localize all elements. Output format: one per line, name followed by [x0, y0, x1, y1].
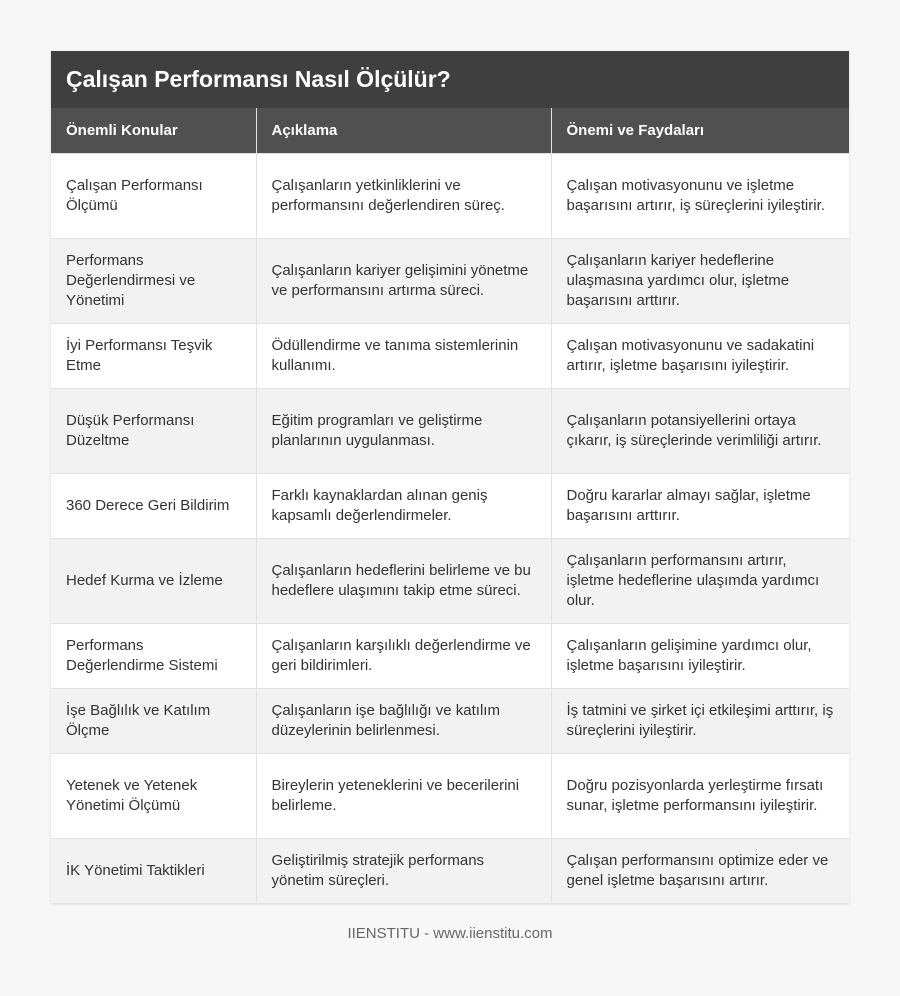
cell-benefit: Çalışanların gelişimine yardımcı olur, işletme başarısını iyileştirir.: [551, 623, 849, 688]
cell-benefit: Çalışanların performansını artırır, işletme hedeflerine ulaşımda yardımcı olur.: [551, 538, 849, 623]
table-row: [51, 153, 849, 238]
table-row: [51, 388, 849, 473]
table-row: [51, 238, 849, 323]
cell-topic: Hedef Kurma ve İzleme: [51, 538, 256, 623]
cell-description: Çalışanların karşılıklı değerlendirme ve geri bildirimleri.: [256, 623, 551, 688]
cell-description: Bireylerin yeteneklerini ve becerilerini belirleme.: [256, 753, 551, 838]
table-row: [51, 688, 849, 753]
table-row: [51, 323, 849, 388]
cell-benefit: Doğru kararlar almayı sağlar, işletme başarısını arttırır.: [551, 473, 849, 538]
cell-benefit: Çalışan motivasyonunu ve işletme başarısını artırır, iş süreçlerini iyileştirir.: [551, 153, 849, 238]
cell-description: Eğitim programları ve geliştirme planlarının uygulanması.: [256, 388, 551, 473]
table-row: [51, 623, 849, 688]
table-row: [51, 838, 849, 903]
data-table: [51, 108, 849, 903]
cell-topic: İK Yönetimi Taktikleri: [51, 838, 256, 903]
column-header-benefit: Önemi ve Faydaları: [551, 108, 849, 153]
cell-benefit: Doğru pozisyonlarda yerleştirme fırsatı sunar, işletme performansını iyileştirir.: [551, 753, 849, 838]
cell-benefit: Çalışan performansını optimize eder ve genel işletme başarısını artırır.: [551, 838, 849, 903]
cell-description: Farklı kaynaklardan alınan geniş kapsamlı değerlendirmeler.: [256, 473, 551, 538]
footer-credit: IIENSTITU - www.iienstitu.com: [347, 925, 553, 942]
page-title: Çalışan Performansı Nasıl Ölçülür?: [51, 51, 849, 108]
cell-topic: Yetenek ve Yetenek Yönetimi Ölçümü: [51, 753, 256, 838]
cell-description: Çalışanların işe bağlılığı ve katılım düzeylerinin belirlenmesi.: [256, 688, 551, 753]
cell-topic: İyi Performansı Teşvik Etme: [51, 323, 256, 388]
cell-description: Geliştirilmiş stratejik performans yönetim süreçleri.: [256, 838, 551, 903]
table-card: [51, 51, 849, 903]
cell-benefit: Çalışanların kariyer hedeflerine ulaşmasına yardımcı olur, işletme başarısını arttırır.: [551, 238, 849, 323]
cell-description: Çalışanların yetkinliklerini ve performansını değerlendiren süreç.: [256, 153, 551, 238]
cell-description: Ödüllendirme ve tanıma sistemlerinin kullanımı.: [256, 323, 551, 388]
table-row: [51, 473, 849, 538]
cell-topic: İşe Bağlılık ve Katılım Ölçme: [51, 688, 256, 753]
cell-benefit: İş tatmini ve şirket içi etkileşimi arttırır, iş süreçlerini iyileştirir.: [551, 688, 849, 753]
cell-benefit: Çalışan motivasyonunu ve sadakatini artırır, işletme başarısını iyileştirir.: [551, 323, 849, 388]
cell-topic: Performans Değerlendirmesi ve Yönetimi: [51, 238, 256, 323]
cell-topic: 360 Derece Geri Bildirim: [51, 473, 256, 538]
cell-topic: Düşük Performansı Düzeltme: [51, 388, 256, 473]
table-row: [51, 753, 849, 838]
header-row: [51, 108, 849, 153]
column-header-description: Açıklama: [256, 108, 551, 153]
cell-description: Çalışanların kariyer gelişimini yönetme ve performansını artırma süreci.: [256, 238, 551, 323]
cell-topic: Performans Değerlendirme Sistemi: [51, 623, 256, 688]
table-row: [51, 538, 849, 623]
cell-topic: Çalışan Performansı Ölçümü: [51, 153, 256, 238]
cell-description: Çalışanların hedeflerini belirleme ve bu hedeflere ulaşımını takip etme süreci.: [256, 538, 551, 623]
column-header-topic: Önemli Konular: [51, 108, 256, 153]
cell-benefit: Çalışanların potansiyellerini ortaya çıkarır, iş süreçlerinde verimliliği artırır.: [551, 388, 849, 473]
